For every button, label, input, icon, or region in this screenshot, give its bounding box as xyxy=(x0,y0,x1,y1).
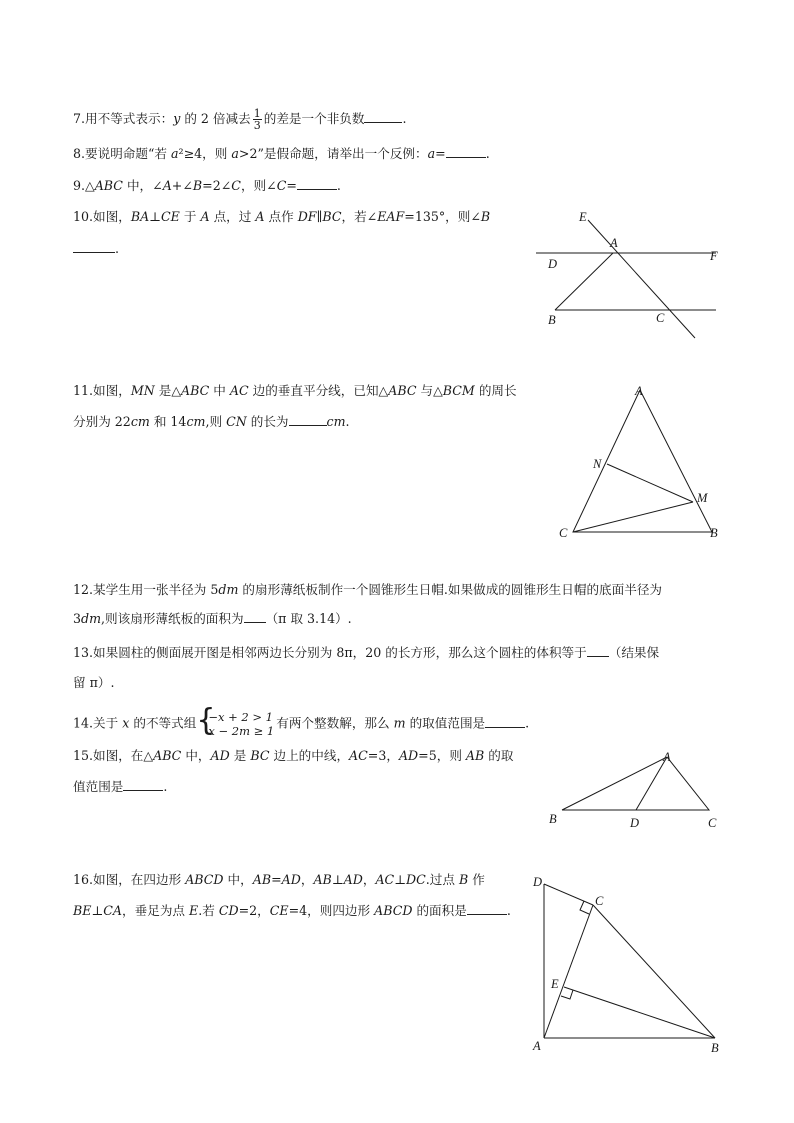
segment-cb xyxy=(593,905,715,1038)
q16-seg-ac: AC xyxy=(375,872,395,887)
q12-text-post: 的扇形薄纸板制作一个圆锥形生日帽.如果做成的圆锥形生日帽的底面半径为 xyxy=(238,582,663,597)
q16-seg-ca: CA xyxy=(103,903,123,918)
q16-l2t6: 的面积是 xyxy=(412,903,467,918)
q7-text-post: 的差是一个非负数 xyxy=(263,111,365,126)
q10-perp: ⊥ xyxy=(149,209,162,224)
segment-ba xyxy=(555,253,613,310)
q8-var-a: a xyxy=(171,146,179,161)
q14-text-post: 有两个整数解，那么 xyxy=(276,715,394,731)
q10-text: 10.如图， xyxy=(73,209,131,224)
q16-t1: 中， xyxy=(223,872,253,887)
right-angle-e xyxy=(561,990,573,999)
q16-t7: .过点 xyxy=(425,872,459,887)
q10-angle-eaf: EAF xyxy=(377,209,405,224)
q12-line2-post: ,则该扇形薄纸板的面积为 xyxy=(101,611,244,626)
figure-q15 xyxy=(540,745,730,835)
triangle-abc xyxy=(562,757,709,810)
label-b: B xyxy=(711,1041,719,1055)
q15-seg-ac: AC xyxy=(349,748,368,763)
q8-text-mid2: >2”是假命题，请举出一个反例： xyxy=(238,146,428,161)
question-14 xyxy=(73,703,530,738)
question-10-line2 xyxy=(73,240,119,258)
q10-t2: 点，过 xyxy=(209,209,256,224)
question-11 xyxy=(73,382,517,400)
q11-unit1: cm xyxy=(130,414,150,429)
q15-text: 15.如图，在△ xyxy=(73,748,154,763)
q16-t8: 作 xyxy=(468,872,485,887)
question-8 xyxy=(73,145,490,163)
q8-answer-blank[interactable] xyxy=(446,145,486,158)
label-c: C xyxy=(708,816,717,830)
q9-triangle-abc: ABC xyxy=(94,178,123,193)
q16-quad-abcd: ABCD xyxy=(185,872,224,887)
question-11-line2 xyxy=(73,413,350,431)
q16-seg-ab2: AB xyxy=(313,872,332,887)
label-c: C xyxy=(656,311,665,325)
label-f: F xyxy=(710,249,718,263)
q11-t1: 是△ xyxy=(154,383,182,398)
q16-text: 16.如图，在四边形 xyxy=(73,872,186,887)
q7-text: 7.用不等式表示： xyxy=(73,111,174,126)
q9-var-c: C xyxy=(231,178,241,193)
label-n: N xyxy=(593,457,602,471)
segment-dc xyxy=(544,884,593,905)
q15-t5: =5，则 xyxy=(418,748,466,763)
q11-answer-blank[interactable] xyxy=(289,413,327,426)
q7-answer-blank[interactable] xyxy=(364,110,402,123)
q10-t4: ，若∠ xyxy=(341,209,378,224)
q16-seg-dc: DC xyxy=(406,872,426,887)
q13-text: 13.如果圆柱的侧面展开图是相邻两边长分别为 8π，20 的长方形，那么这个圆柱的体积等于 xyxy=(73,645,587,660)
label-a: A xyxy=(635,384,643,398)
q11-unit2: cm xyxy=(186,414,206,429)
q15-seg-bc: BC xyxy=(250,748,270,763)
q7-text-mid: 的 2 倍减去 xyxy=(180,111,251,126)
label-a: A xyxy=(663,750,671,764)
question-13 xyxy=(73,644,659,662)
q10-parallel: ∥ xyxy=(316,209,323,224)
q13-line2: 留 π）. xyxy=(73,675,115,690)
label-b: B xyxy=(549,812,557,826)
q10-seg-df: DF xyxy=(297,209,317,224)
q16-seg-cd: CD xyxy=(218,903,239,918)
q11-t2: 中 xyxy=(209,383,230,398)
q10-seg-ce: CE xyxy=(161,209,180,224)
label-a: A xyxy=(533,1039,541,1053)
q10-t1: 于 xyxy=(179,209,201,224)
label-d: D xyxy=(548,257,558,271)
q11-end: . xyxy=(345,414,350,429)
q10-end: . xyxy=(115,241,120,256)
q14-brace: { xyxy=(196,703,216,738)
q8-eq: = xyxy=(435,146,446,161)
q11-unit3: cm xyxy=(326,414,346,429)
q15-seg-ad: AD xyxy=(210,748,230,763)
figure-q11 xyxy=(555,380,730,545)
q9-answer-blank[interactable] xyxy=(297,177,337,190)
q12-unit1: dm xyxy=(218,582,239,597)
q10-pt-a: A xyxy=(200,209,210,224)
q9-text-mid: 中，∠ xyxy=(122,178,163,193)
q15-tri-abc: ABC xyxy=(153,748,182,763)
q7-frac-den: 3 xyxy=(253,119,261,132)
figure-q16 xyxy=(525,870,730,1060)
q16-t6: ⊥ xyxy=(394,872,407,887)
q15-seg-ad2: AD xyxy=(398,748,419,763)
q15-t2: 是 xyxy=(229,748,251,763)
question-13-line2 xyxy=(73,674,114,692)
q14-text-mid: 的不等式组 xyxy=(129,715,197,731)
q9-eq2: = xyxy=(286,178,297,193)
q11-t4: 与△ xyxy=(416,383,443,398)
q11-seg-cn: CN xyxy=(226,414,247,429)
q16-seg-ad2: AD xyxy=(343,872,363,887)
q14-answer-blank[interactable] xyxy=(485,715,525,728)
q7-var-y: y xyxy=(173,111,181,126)
question-15 xyxy=(73,747,513,765)
q9-eq: =2∠ xyxy=(202,178,232,193)
q16-seg-ab: AB xyxy=(252,872,272,887)
segment-be xyxy=(564,987,715,1038)
q16-quad-abcd2: ABCD xyxy=(374,903,413,918)
label-c: C xyxy=(595,894,604,908)
question-7 xyxy=(73,108,406,131)
q16-answer-blank[interactable] xyxy=(467,902,507,915)
q11-tri-abc2: ABC xyxy=(388,383,417,398)
q7-frac-num: 1 xyxy=(253,107,261,120)
q11-t6: 和 14 xyxy=(149,414,187,429)
q11-t5: 的周长 xyxy=(474,383,517,398)
label-d: D xyxy=(630,816,640,830)
q16-l2t5: =4，则四边形 xyxy=(288,903,375,918)
q12-answer-blank[interactable] xyxy=(244,610,266,623)
q11-tri-bcm: BCM xyxy=(442,383,475,398)
q16-t5: ， xyxy=(362,872,376,887)
q7-end: . xyxy=(402,111,407,126)
q15-t6: 的取 xyxy=(484,748,514,763)
q16-seg-ad: AD xyxy=(281,872,301,887)
q8-square: ² xyxy=(178,146,184,161)
q14-text: 14.关于 xyxy=(73,715,123,731)
label-e: E xyxy=(551,977,559,991)
q15-t3: 边上的中线， xyxy=(269,748,350,763)
q8-end: . xyxy=(485,146,490,161)
q16-pt-e: E xyxy=(189,903,199,918)
q16-t2: = xyxy=(271,872,282,887)
q12-line2: 3 xyxy=(73,611,82,626)
q9-end: . xyxy=(336,178,341,193)
q14-ineq2: x − 2m ≥ 1 xyxy=(208,724,275,738)
q15-t4: =3， xyxy=(367,748,399,763)
q9-text-mid2: ，则∠ xyxy=(240,178,277,193)
q13-text-end: （结果保 xyxy=(608,645,660,660)
q10-seg-ba: BA xyxy=(130,209,150,224)
q15-t1: 中， xyxy=(181,748,211,763)
label-a: A xyxy=(610,236,618,250)
q9-var-a: A xyxy=(162,178,172,193)
q11-t7: ,则 xyxy=(205,414,227,429)
label-d: D xyxy=(533,875,543,889)
question-16-line2 xyxy=(73,902,511,920)
q11-seg-mn: MN xyxy=(130,383,155,398)
q16-t3: ， xyxy=(300,872,314,887)
q15-answer-blank[interactable] xyxy=(123,778,163,791)
q12-text: 12.某学生用一张半径为 5 xyxy=(73,582,219,597)
label-b: B xyxy=(710,526,718,540)
q14-end: . xyxy=(525,715,530,731)
q10-t5: =135°，则∠ xyxy=(404,209,481,224)
question-15-line2 xyxy=(73,778,167,796)
q14-var-m: m xyxy=(393,715,406,731)
question-10 xyxy=(73,208,490,226)
q16-pt-b: B xyxy=(458,872,469,887)
q16-l2t4: =2， xyxy=(238,903,270,918)
q9-var-b: B xyxy=(192,178,203,193)
q8-var-a2: a xyxy=(231,146,239,161)
segment-cm xyxy=(573,502,693,532)
q14-inequality-system xyxy=(196,703,275,738)
question-9 xyxy=(73,177,341,195)
q11-tri-abc: ABC xyxy=(181,383,210,398)
q15-end: . xyxy=(163,779,168,794)
q16-l2t1: ⊥ xyxy=(91,903,104,918)
label-c: C xyxy=(559,526,568,540)
q14-ineq1: −x + 2 > 1 xyxy=(208,710,273,724)
q16-end: . xyxy=(506,903,511,918)
q11-line2: 分别为 22 xyxy=(73,414,131,429)
q11-seg-ac: AC xyxy=(229,383,249,398)
q15-line2: 值范围是 xyxy=(73,779,124,794)
question-16 xyxy=(73,871,485,889)
q15-seg-ab: AB xyxy=(465,748,485,763)
q10-seg-bc: BC xyxy=(322,209,342,224)
label-b: B xyxy=(548,313,556,327)
q11-t8: 的长为 xyxy=(246,414,289,429)
q9-plus: +∠ xyxy=(171,178,193,193)
q8-text-mid: ≥4，则 xyxy=(183,146,232,161)
q14-var-x: x xyxy=(122,715,130,731)
q14-text-post2: 的取值范围是 xyxy=(405,715,486,731)
q8-text: 8.要说明命题“若 xyxy=(73,146,172,161)
q11-text: 11.如图， xyxy=(73,383,131,398)
question-12-line2 xyxy=(73,610,352,628)
label-m: M xyxy=(697,491,708,505)
q7-fraction xyxy=(253,108,262,131)
figure-q10 xyxy=(530,205,730,345)
q9-text: 9.△ xyxy=(73,178,95,193)
q13-answer-blank[interactable] xyxy=(587,644,609,657)
q16-seg-ce: CE xyxy=(269,903,289,918)
q9-var-c2: C xyxy=(276,178,287,193)
segment-ac xyxy=(544,905,593,1038)
question-12 xyxy=(73,581,662,599)
q10-pt-b: B xyxy=(480,209,491,224)
line-ec xyxy=(588,220,695,338)
q16-l2t3: .若 xyxy=(198,903,219,918)
q16-seg-be: BE xyxy=(73,903,92,918)
q10-pt-a2: A xyxy=(255,209,265,224)
q8-var-a3: a xyxy=(427,146,436,161)
q10-answer-blank[interactable] xyxy=(73,240,115,253)
q12-unit2: dm xyxy=(81,611,102,626)
q10-t3: 点作 xyxy=(264,209,298,224)
label-e: E xyxy=(579,210,587,224)
q11-t3: 边的垂直平分线，已知△ xyxy=(248,383,389,398)
q16-t4: ⊥ xyxy=(331,872,344,887)
q16-l2t2: ，垂足为点 xyxy=(122,903,190,918)
q12-line2-end: （π 取 3.14）. xyxy=(265,611,352,626)
